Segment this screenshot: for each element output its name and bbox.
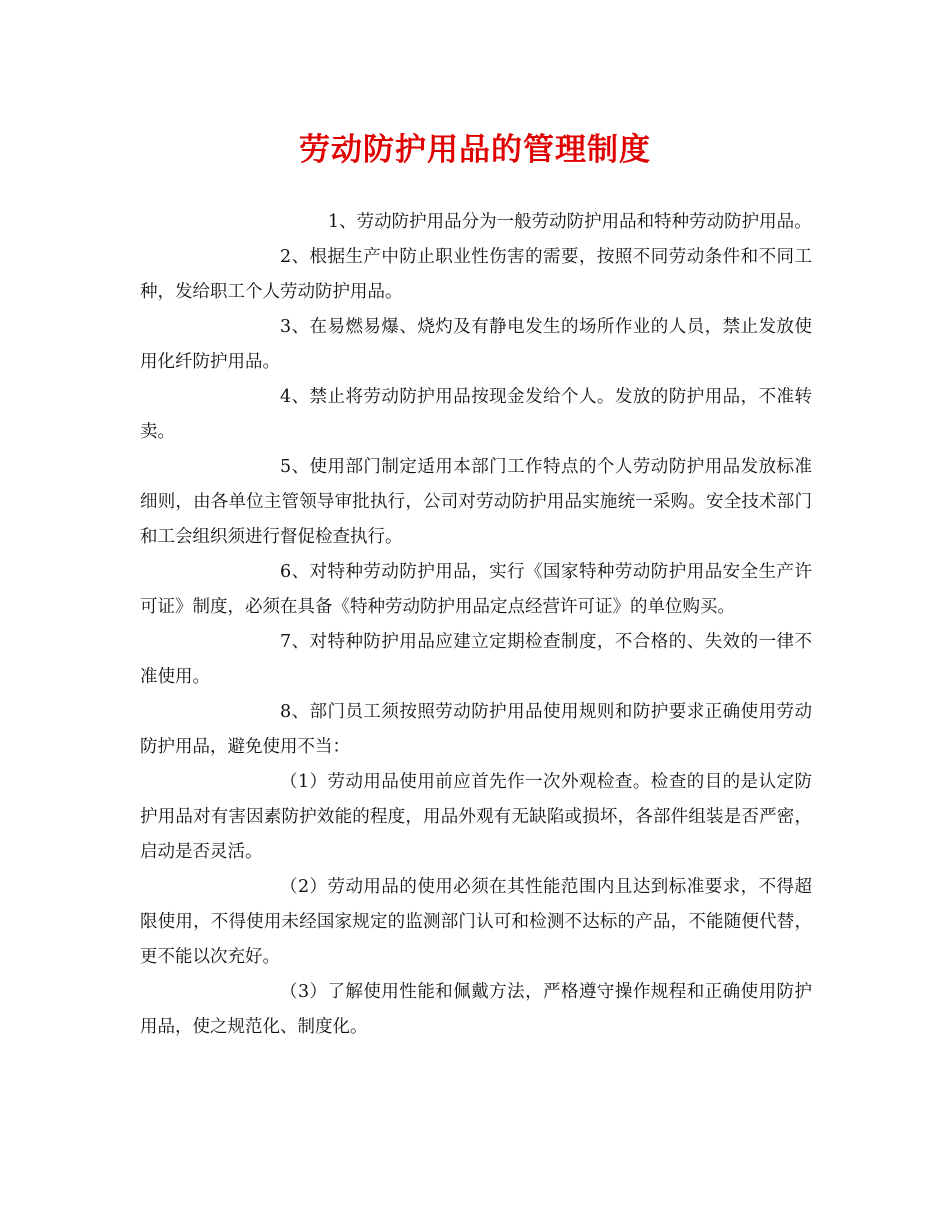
document-title: 劳动防护用品的管理制度	[299, 132, 651, 168]
paragraph-2: 2、根据生产中防止职业性伤害的需要，按照不同劳动条件和不同工种，发给职工个人劳动防护用品。	[140, 247, 812, 302]
sub-paragraph-1: （1）劳动用品使用前应首先作一次外观检查。检查的目的是认定防护用品对有害因素防护效能的程度，用品外观有无缺陷或损坏，各部件组装是否严密，启动是否灵活。	[140, 772, 812, 862]
sub-paragraph-3: （3）了解使用性能和佩戴方法，严格遵守操作规程和正确使用防护用品，使之规范化、制度化。	[140, 982, 812, 1037]
paragraph-6: 6、对特种劳动防护用品，实行《国家特种劳动防护用品安全生产许可证》制度，必须在具备《特种劳动防护用品定点经营许可证》的单位购买。	[140, 562, 812, 617]
paragraph-5: 5、使用部门制定适用本部门工作特点的个人劳动防护用品发放标准细则，由各单位主管领导审批执行，公司对劳动防护用品实施统一采购。安全技术部门和工会组织须进行督促检查执行。	[140, 457, 812, 547]
sub-paragraph-2: （2）劳动用品的使用必须在其性能范围内且达到标准要求，不得超限使用，不得使用未经国家规定的监测部门认可和检测不达标的产品，不能随便代替，更不能以次充好。	[140, 877, 812, 967]
paragraph-3: 3、在易燃易爆、烧灼及有静电发生的场所作业的人员，禁止发放使用化纤防护用品。	[140, 317, 812, 372]
document-body	[140, 205, 812, 1045]
paragraph-8: 8、部门员工须按照劳动防护用品使用规则和防护要求正确使用劳动防护用品，避免使用不当：	[140, 702, 812, 757]
paragraph-4: 4、禁止将劳动防护用品按现金发给个人。发放的防护用品，不准转卖。	[140, 387, 812, 442]
paragraph-1: 1、劳动防护用品分为一般劳动防护用品和特种劳动防护用品。	[328, 212, 812, 232]
paragraph-7: 7、对特种防护用品应建立定期检查制度，不合格的、失效的一律不准使用。	[140, 632, 812, 687]
